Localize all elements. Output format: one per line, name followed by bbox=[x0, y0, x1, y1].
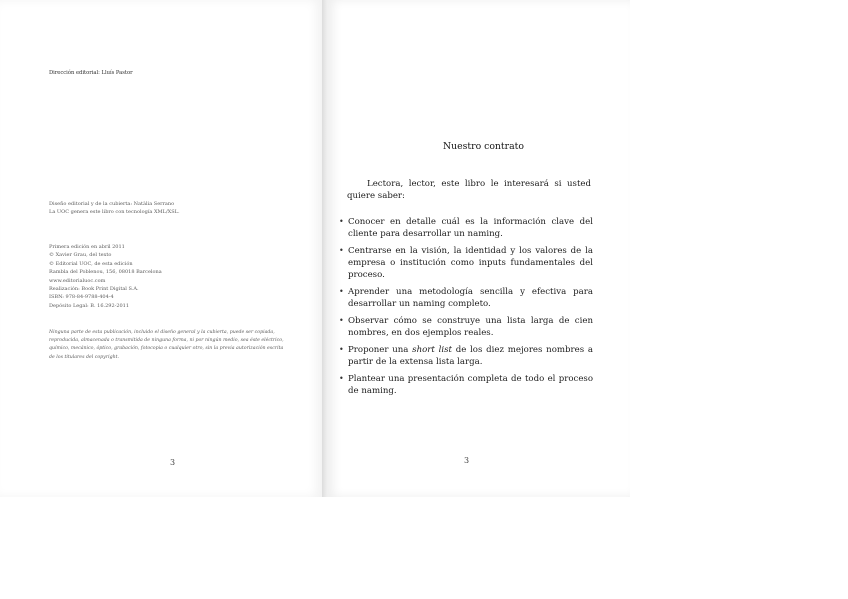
publication-info bbox=[49, 243, 289, 310]
bullet-dot-icon: • bbox=[339, 374, 344, 383]
bullet-list bbox=[339, 216, 593, 402]
editorial-direction: Dirección editorial: Lluís Pastor bbox=[49, 70, 133, 76]
list-item bbox=[339, 315, 593, 339]
list-item-text: Centrarse en la visión, la identidad y los valores de la empresa o institución como inputs fundamentales del proceso. bbox=[348, 246, 593, 280]
copyright-notice: Ninguna parte de esta publicación, incluido el diseño general y la cubierta, puede ser copiada, reproducida, almacenada o transmitida de ninguna forma, ni por ningún medio, sea éste eléctrico, químico, mecánico, óptico, grabación, fotocopia o cualquier otro, sin la previa autorización escrita de los titulares del copyright. bbox=[49, 330, 284, 360]
list-item-text: Observar cómo se construye una lista larga de cien nombres, en dos ejemplos reales. bbox=[348, 316, 593, 338]
chapter-title: Nuestro contrato bbox=[443, 141, 524, 152]
list-item bbox=[339, 344, 593, 368]
list-item-text: Conocer en detalle cuál es la información clave del cliente para desarrollar un naming. bbox=[348, 217, 593, 239]
list-item bbox=[339, 245, 593, 281]
list-item-text: Aprender una metodología sencilla y efectiva para desarrollar un naming completo. bbox=[348, 287, 593, 309]
list-item-text: Plantear una presentación completa de todo el proceso de naming. bbox=[348, 374, 593, 396]
list-item bbox=[339, 373, 593, 397]
page-number-right: 3 bbox=[464, 456, 470, 465]
intro-paragraph: Lectora, lector, este libro le interesará si usted quiere saber: bbox=[347, 179, 591, 201]
publication-line: Primera edición en abril 2011 bbox=[49, 244, 125, 250]
list-item-text: Proponer una short list de los diez mejores nombres a partir de la extensa lista larga. bbox=[348, 345, 594, 367]
credit-line: La UOC genera este libro con tecnología XML/XSL. bbox=[49, 209, 180, 215]
right-page bbox=[327, 0, 630, 497]
publication-line: Realización: Book Print Digital S.A. bbox=[49, 286, 139, 293]
publication-line: Rambla del Poblenou, 156, 08018 Barcelona bbox=[49, 269, 162, 276]
publication-line: Depósito Legal: B. 16.292-2011 bbox=[49, 302, 130, 309]
publication-line: www.editorialuoc.com bbox=[49, 277, 106, 284]
list-item bbox=[339, 286, 593, 310]
bullet-dot-icon: • bbox=[339, 246, 344, 255]
bullet-dot-icon: • bbox=[339, 316, 344, 325]
left-page bbox=[0, 0, 322, 497]
list-item bbox=[339, 216, 593, 240]
bullet-dot-icon: • bbox=[339, 217, 344, 226]
publication-line: © Editorial UOC, de esta edición bbox=[49, 260, 133, 267]
page-number-left: 3 bbox=[170, 458, 176, 467]
publication-line: ISBN: 978-84-9788-404-4 bbox=[49, 294, 114, 301]
credit-line: Diseño editorial y de la cubierta: Natàlia Serrano bbox=[49, 201, 175, 207]
bullet-dot-icon: • bbox=[339, 345, 344, 354]
bullet-dot-icon: • bbox=[339, 287, 344, 296]
emphasis-term: short list bbox=[412, 345, 452, 355]
design-credits bbox=[49, 200, 279, 216]
publication-line: © Xavier Grau, del texto bbox=[49, 252, 112, 259]
